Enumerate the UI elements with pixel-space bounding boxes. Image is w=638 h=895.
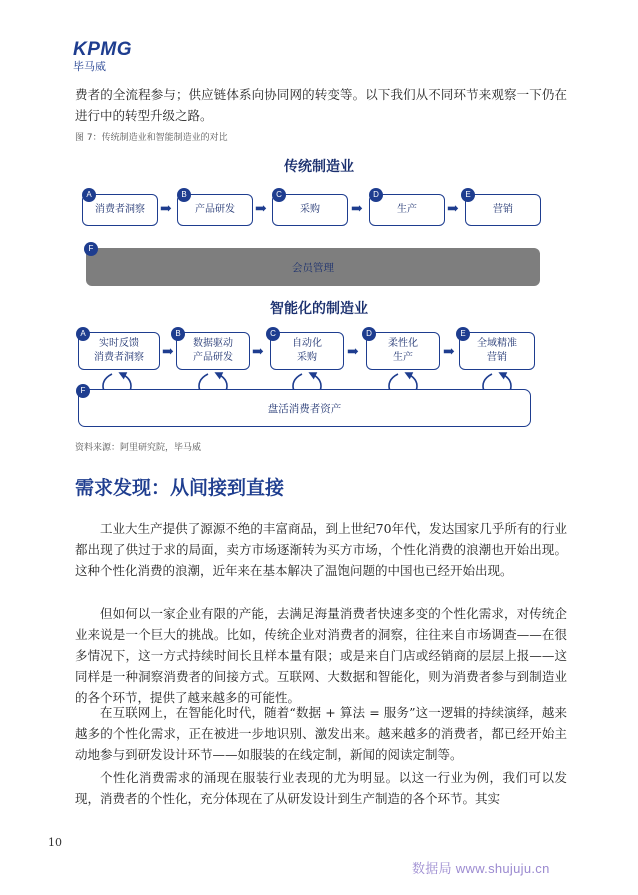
trad-step-a-label: 消费者洞察 bbox=[95, 204, 145, 215]
trad-badge-e: E bbox=[461, 188, 475, 202]
smart-step-a-line1: 实时反馈 bbox=[99, 338, 139, 349]
logo-subtitle: 毕马威 bbox=[73, 60, 106, 73]
trad-step-b-label: 产品研发 bbox=[195, 204, 235, 215]
arrow-icon: ➡ bbox=[447, 201, 459, 217]
smart-step-b-line2: 产品研发 bbox=[193, 352, 233, 363]
arrow-icon: ➡ bbox=[160, 201, 172, 217]
consumer-asset-pool bbox=[78, 389, 531, 427]
member-management-label: 会员管理 bbox=[292, 261, 334, 274]
logo-mark: KPMG bbox=[73, 39, 132, 60]
arrow-icon: ➡ bbox=[443, 344, 455, 360]
smart-step-c-line2: 采购 bbox=[297, 352, 317, 363]
traditional-title: 传统制造业 bbox=[284, 159, 354, 175]
trad-step-d-label: 生产 bbox=[397, 204, 417, 215]
smart-step-e-line2: 营销 bbox=[487, 352, 507, 363]
trad-step-e-label: 营销 bbox=[493, 204, 513, 215]
trad-badge-d: D bbox=[369, 188, 383, 202]
arrow-icon: ➡ bbox=[351, 201, 363, 217]
smart-badge-c: C bbox=[266, 327, 280, 341]
body-paragraph-3: 在互联网上，在智能化时代，随着“数据 + 算法 = 服务”这一逻辑的持续演绎，越来越多的个性化需求，正在被进一步地识别、激发出来。越来越多的消费者，都已经开始主动地参与到研发设计环节——如服装的在线定制，新闻的阅读定制等。 bbox=[75, 705, 567, 762]
intro-paragraph: 费者的全流程参与；供应链体系向协同网的转变等。以下我们从不同环节来观察一下仍在进行中的转型升级之路。 bbox=[75, 87, 567, 123]
trad-step-c-label: 采购 bbox=[300, 204, 320, 215]
smart-step-a-line2: 消费者洞察 bbox=[94, 352, 144, 363]
page-number: 10 bbox=[48, 836, 62, 849]
body-paragraph-2: 但如何以一家企业有限的产能，去满足海量消费者快速多变的个性化需求，对传统企业来说是一个巨大的挑战。比如，传统企业对消费者的洞察，往往来自市场调查——在很多情况下，这一方式持续时间长且样本量有限；或是来自门店或经销商的层层上报——这同样是一种洞察消费者的间接方式。互联网、大数据和智能化，则为消费者参与到制造业的各个环节，提供了越来越多的可能性。 bbox=[75, 606, 567, 705]
section-heading: 需求发现：从间接到直接 bbox=[75, 477, 285, 499]
consumer-asset-label: 盘活消费者资产 bbox=[267, 402, 342, 415]
body-paragraph-1: 工业大生产提供了源源不绝的丰富商品，到上世纪70年代，发达国家几乎所有的行业都出现了供过于求的局面，卖方市场逐渐转为买方市场，个性化消费的浪潮也开始出现。这种个性化消费的浪潮，近年来在基本解决了温饱问题的中国也已经开始出现。 bbox=[75, 521, 567, 578]
arrow-icon: ➡ bbox=[252, 344, 264, 360]
smart-step-c-line1: 自动化 bbox=[292, 338, 322, 349]
arrow-icon: ➡ bbox=[255, 201, 267, 217]
smart-step-d-line2: 生产 bbox=[393, 352, 413, 363]
arrow-icon: ➡ bbox=[162, 344, 174, 360]
smart-badge-b: B bbox=[171, 327, 185, 341]
smart-step-e-line1: 全域精准 bbox=[477, 338, 517, 349]
trad-badge-a: A bbox=[82, 188, 96, 202]
smart-step-b-line1: 数据驱动 bbox=[193, 338, 233, 349]
watermark: 数据局 www.shujuju.cn bbox=[412, 861, 550, 876]
smart-badge-a: A bbox=[76, 327, 90, 341]
trad-badge-f: F bbox=[84, 242, 98, 256]
body-paragraph-4: 个性化消费需求的涌现在服装行业表现的尤为明显。以这一行业为例，我们可以发现，消费者的个性化，充分体现在了从研发设计到生产制造的各个环节。其实 bbox=[75, 770, 567, 806]
smart-badge-e: E bbox=[456, 327, 470, 341]
arrow-icon: ➡ bbox=[347, 344, 359, 360]
smart-step-d-line1: 柔性化 bbox=[388, 338, 418, 349]
smart-title: 智能化的制造业 bbox=[270, 301, 368, 317]
trad-badge-c: C bbox=[272, 188, 286, 202]
smart-badge-f: F bbox=[76, 384, 90, 398]
trad-badge-b: B bbox=[177, 188, 191, 202]
figure-source: 资料来源：阿里研究院，毕马威 bbox=[75, 443, 202, 453]
figure-caption: 图 7：传统制造业和智能制造业的对比 bbox=[75, 133, 228, 143]
smart-badge-d: D bbox=[362, 327, 376, 341]
